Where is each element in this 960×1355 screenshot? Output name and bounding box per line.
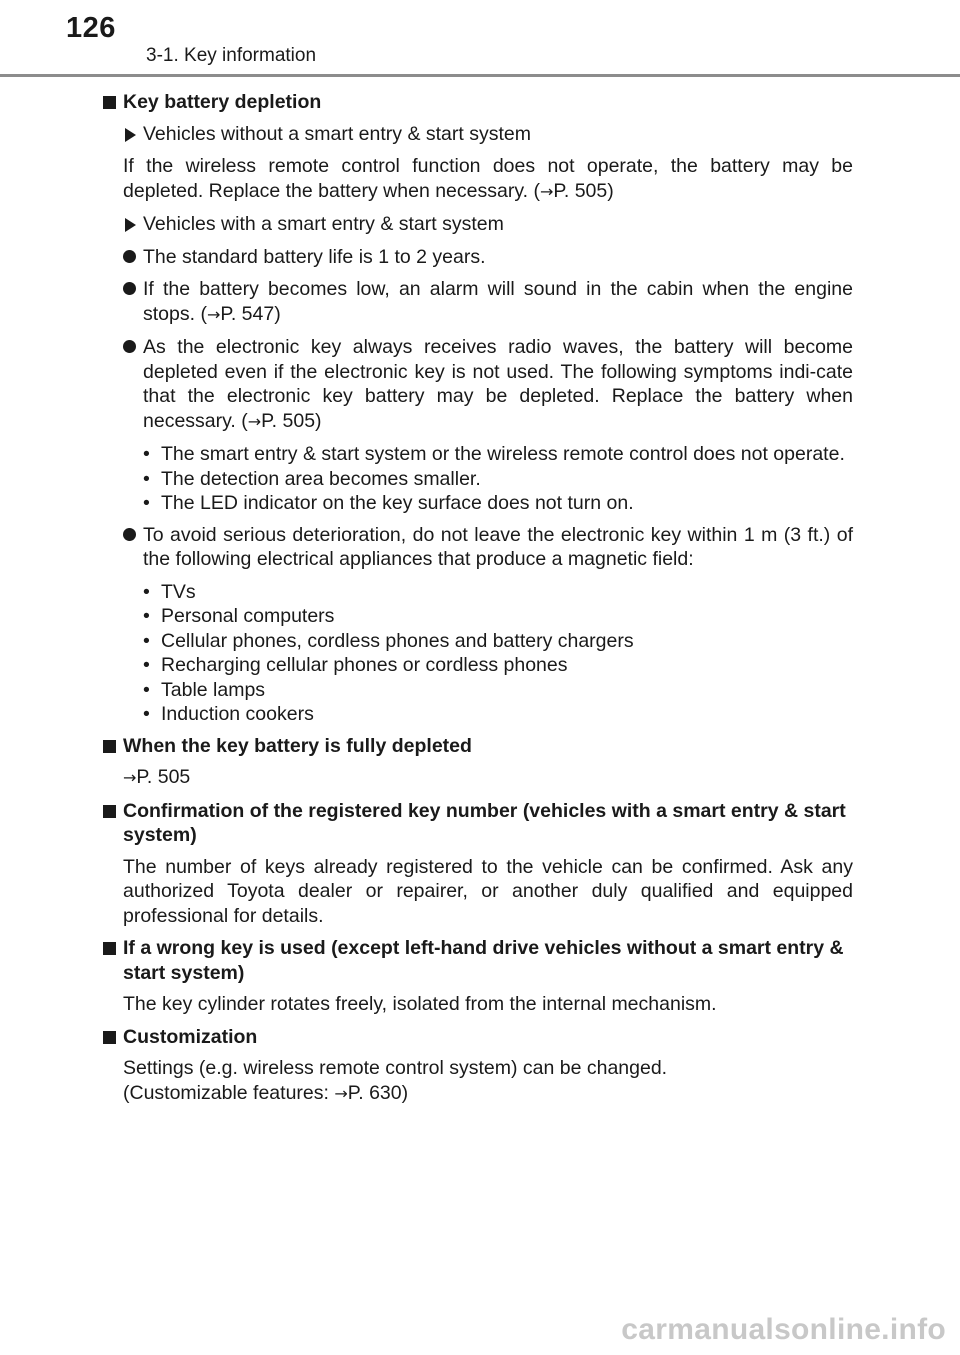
arrow-right-icon: → (123, 768, 137, 787)
list-item: • TVs (141, 580, 853, 605)
heading-text: Key battery depletion (123, 91, 322, 113)
triangle-bullet-icon (125, 128, 136, 142)
list-item: • Table lamps (141, 678, 853, 703)
round-bullet-icon (123, 340, 136, 353)
page-reference-link[interactable]: P. 505 (553, 179, 608, 202)
paragraph-text-ref (123, 1081, 853, 1107)
item-text: The standard battery life is 1 to 2 years. (143, 245, 486, 268)
symptoms-list (103, 442, 853, 516)
square-bullet-icon (103, 740, 116, 753)
section-heading-battery (103, 90, 853, 115)
subheading-with-smart-entry (103, 212, 853, 237)
page-content (103, 90, 853, 1106)
item-text: To avoid serious deterioration, do not leave the electronic key within 1 m (3 ft.) of the following electrical appliances that produce a magnetic field: (143, 523, 853, 570)
arrow-right-icon: → (206, 304, 221, 324)
section-heading-wrong-key (103, 936, 853, 985)
list-item: • Induction cookers (141, 702, 853, 727)
heading-text: If a wrong key is used (except left-hand drive vehicles without a smart entry & start system) (123, 937, 844, 984)
page-reference-link[interactable]: P. 505 (261, 409, 316, 432)
list-item-magnetic-field (103, 523, 853, 572)
paragraph-battery-depleted (103, 154, 853, 204)
section-title: 3-1. Key information (146, 45, 317, 66)
list-item: • Personal computers (141, 604, 853, 629)
list-item: • Cellular phones, cordless phones and battery chargers (141, 629, 853, 654)
section-heading-fully-depleted (103, 734, 853, 759)
paragraph-confirmation: The number of keys already registered to the vehicle can be confirmed. Ask any authorized Toyota dealer or repairer, or another duly qualified and equipped professional for details. (123, 855, 853, 927)
page-reference-link[interactable]: P. 630 (347, 1081, 402, 1104)
subheading-text: Vehicles without a smart entry & start system (143, 122, 531, 145)
reference-line (103, 765, 853, 791)
section-heading-customization (103, 1025, 853, 1050)
paragraph-text: ) (401, 1081, 409, 1104)
item-text: ) (315, 409, 322, 432)
page-header (0, 0, 960, 76)
appliances-list (103, 580, 853, 727)
heading-text: Customization (123, 1025, 258, 1048)
list-item: • Recharging cellular phones or cordless phones (141, 653, 853, 678)
header-divider (0, 74, 960, 77)
heading-text: When the key battery is fully depleted (123, 734, 472, 757)
square-bullet-icon (103, 942, 116, 955)
square-bullet-icon (103, 1031, 116, 1044)
arrow-right-icon: → (334, 1083, 348, 1103)
list-item-radio-waves (103, 335, 853, 434)
triangle-bullet-icon (125, 218, 136, 232)
paragraph-text: Settings (e.g. wireless remote control system) can be changed. (123, 1057, 668, 1079)
round-bullet-icon (123, 282, 136, 295)
item-text: ) (274, 302, 281, 325)
item-text: If the battery becomes low, an alarm will sound in the cabin when the engine stops. ( (143, 278, 853, 325)
paragraph-wrong-key: The key cylinder rotates freely, isolated from the internal mechanism. (123, 993, 717, 1015)
list-item: • The smart entry & start system or the wireless remote control does not operate. (141, 442, 853, 467)
paragraph-text: ) (607, 179, 614, 202)
list-item-battery-life (103, 245, 853, 270)
page-number: 126 (66, 12, 116, 44)
page-reference-link[interactable]: P. 547 (220, 302, 275, 325)
square-bullet-icon (103, 96, 116, 109)
subheading-without-smart-entry (103, 122, 853, 147)
item-text: As the electronic key always receives radio waves, the battery will become depleted even if the electronic key is not used. The following symptoms indi-cate that the electronic key battery may be depleted. Replace the battery when necessary. ( (143, 336, 853, 432)
arrow-right-icon: → (247, 411, 262, 431)
page-reference-link[interactable]: P. 505 (136, 766, 191, 788)
arrow-right-icon: → (539, 181, 554, 201)
section-heading-confirmation (103, 799, 853, 848)
subheading-text: Vehicles with a smart entry & start system (143, 213, 504, 235)
watermark: carmanualsonline.info (621, 1313, 946, 1346)
paragraph-text: (Customizable features: (123, 1081, 335, 1104)
list-item: • The detection area becomes smaller. (141, 467, 853, 492)
list-item-battery-low-alarm (103, 277, 853, 327)
paragraph-customization (103, 1056, 853, 1106)
square-bullet-icon (103, 805, 116, 818)
round-bullet-icon (123, 250, 136, 263)
paragraph-text: If the wireless remote control function does not operate, the battery may be depleted. Replace the battery when necessary. ( (123, 155, 853, 202)
heading-text: Confirmation of the registered key number (vehicles with a smart entry & start system) (123, 799, 846, 846)
list-item: • The LED indicator on the key surface does not turn on. (141, 491, 853, 516)
round-bullet-icon (123, 528, 136, 541)
